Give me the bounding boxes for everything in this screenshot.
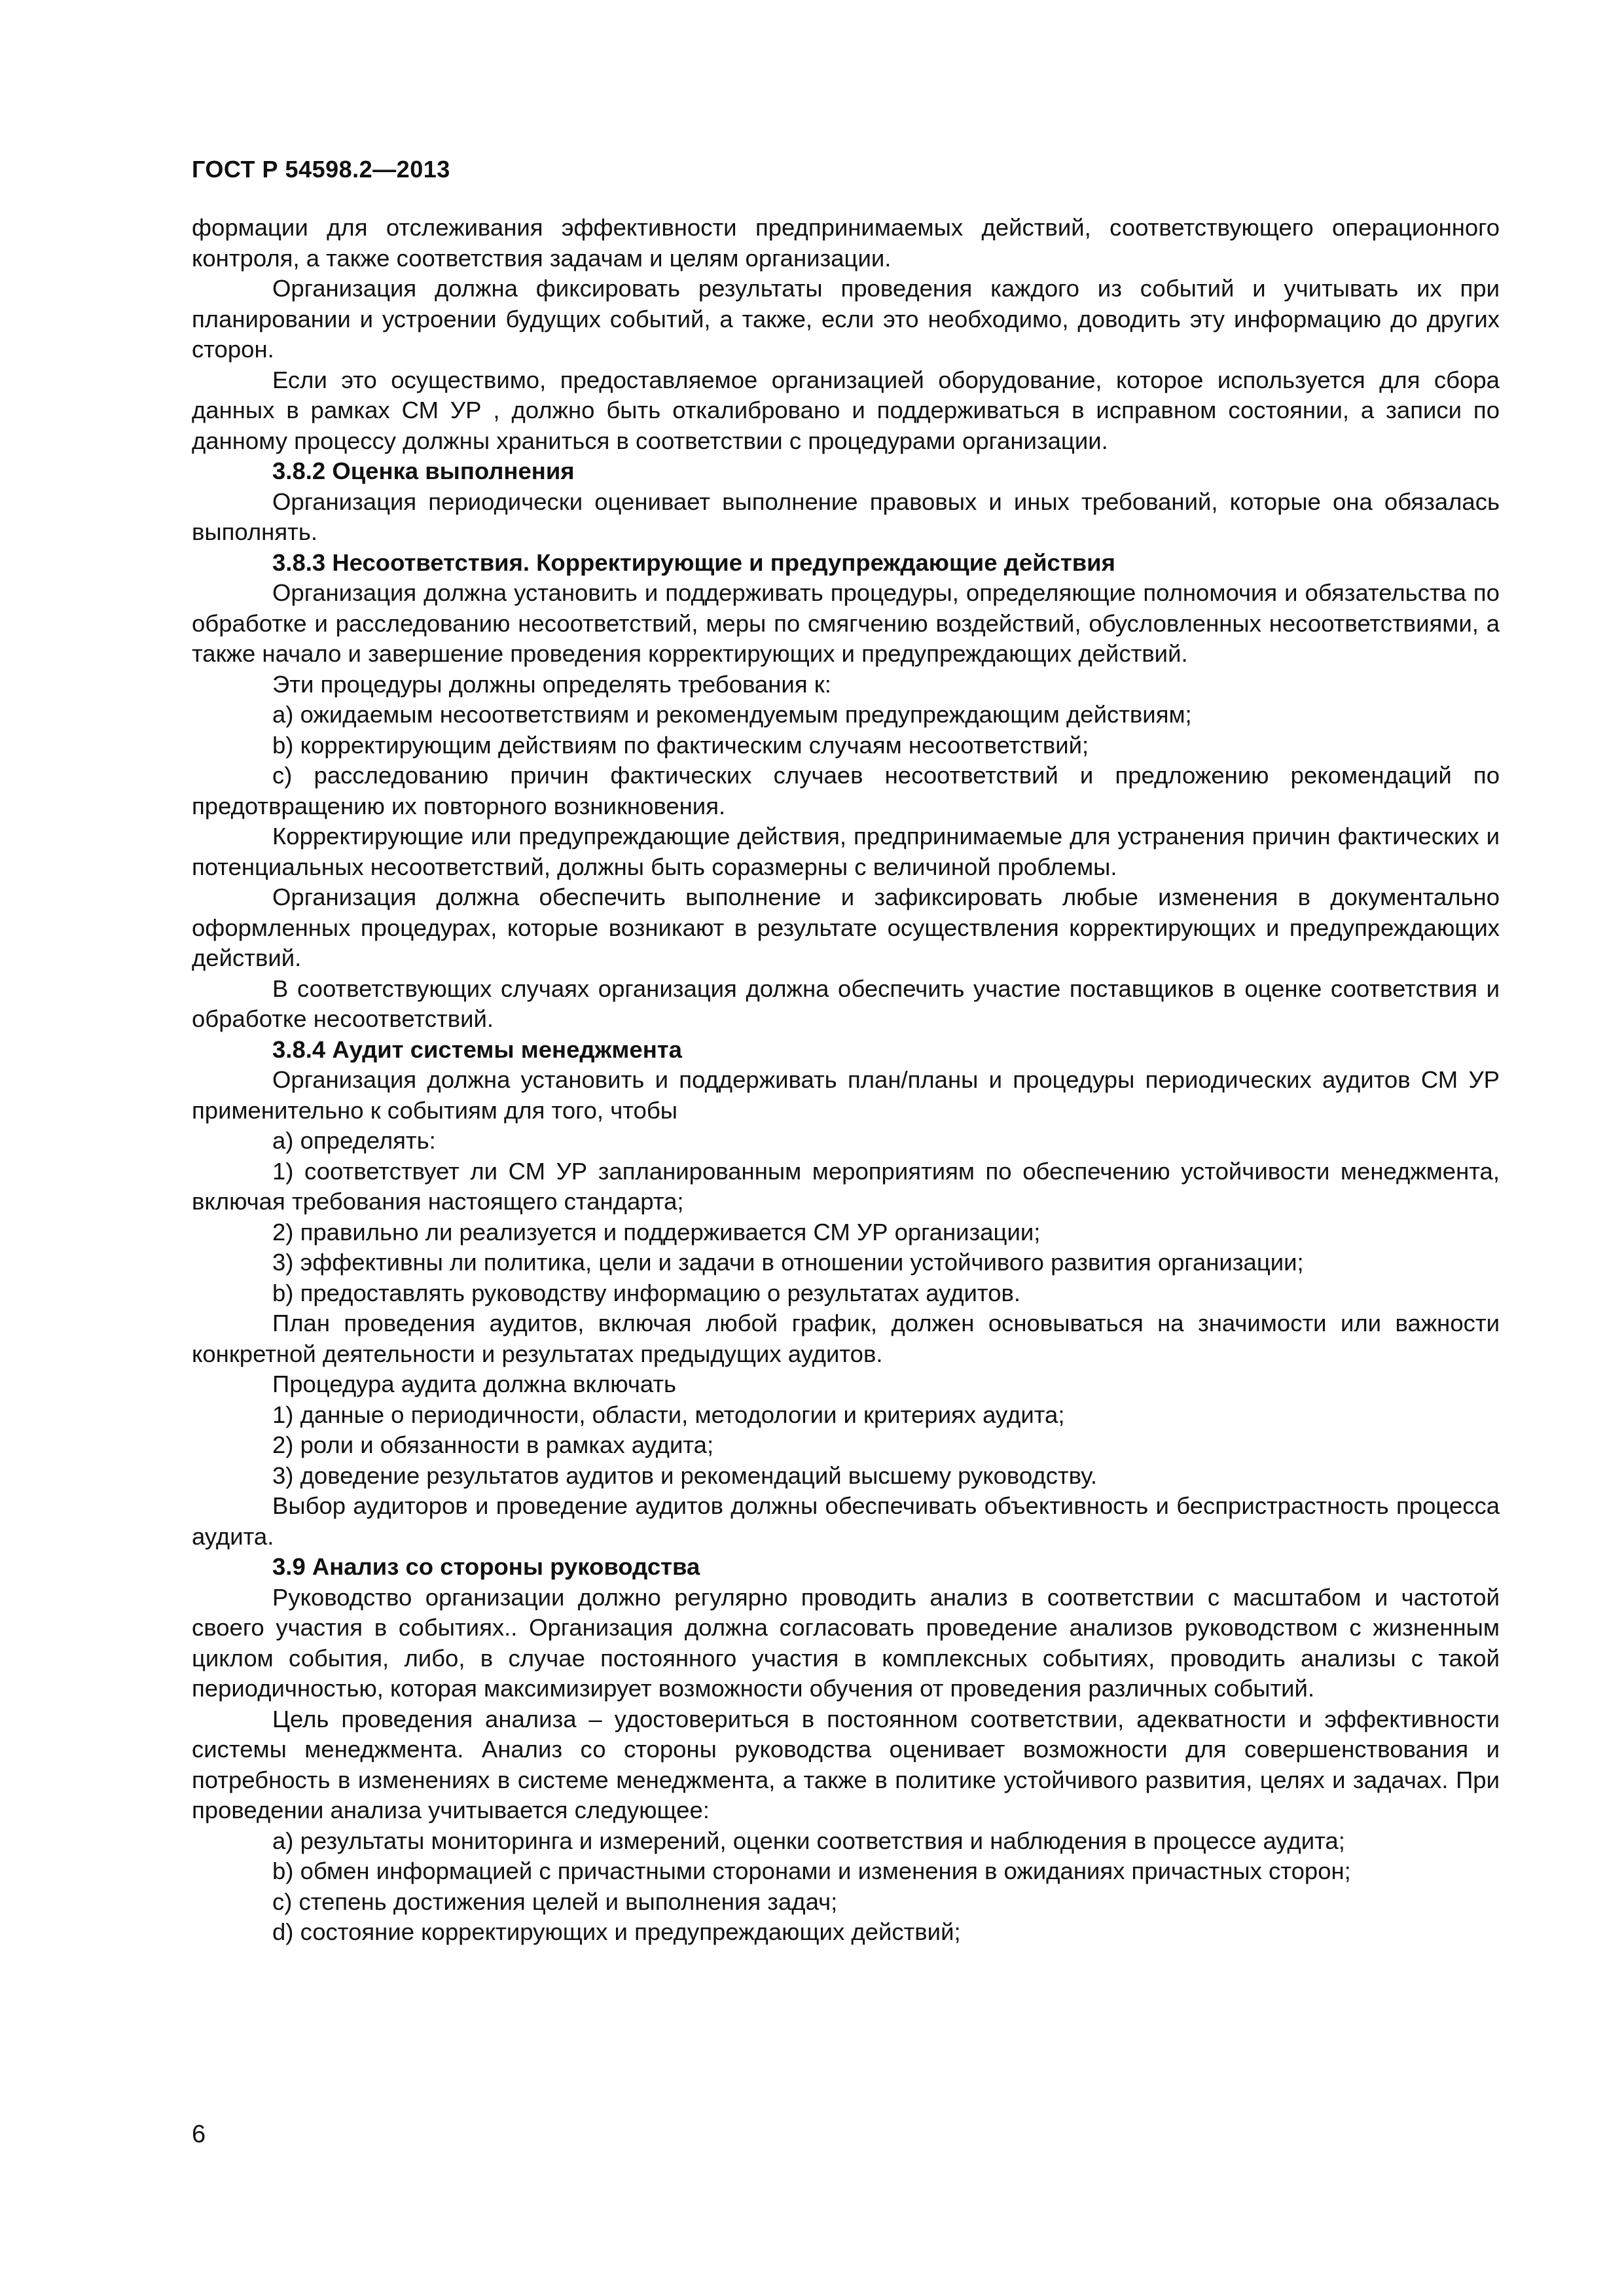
list-item: a) определять: (272, 1127, 436, 1154)
paragraph: План проведения аудитов, включая любой график, должен основываться на значимости или важности конкретной деятельности и результатах предыдущих аудитов. (192, 1310, 1500, 1367)
paragraph: Если это осуществимо, предоставляемое организацией оборудование, которое используется для сбора данных в рамках СМ УР , должно быть откалибровано и поддерживаться в исправном состоянии, а записи по данному процессу должны храниться в соответствии с процедурами организации. (192, 366, 1500, 454)
section-heading-3-8-2: 3.8.2 Оценка выполнения (272, 457, 575, 484)
list-item: c) расследованию причин фактических случаев несоответствий и предложению рекомендаций по предотвращению их повторного возникновения. (192, 762, 1500, 819)
paragraph: Организация периодически оценивает выполнение правовых и иных требований, которые она обязалась выполнять. (192, 488, 1500, 545)
list-item: 1) соответствует ли СМ УР запланированным мероприятиям по обеспечению устойчивости менеджмента, включая требования настоящего стандарта; (192, 1157, 1500, 1215)
list-item: b) предоставлять руководству информацию о результатах аудитов. (272, 1279, 1021, 1306)
paragraph: Руководство организации должно регулярно проводить анализ в соответствии с масштабом и частотой своего участия в событиях.. Организация должна согласовать проведение анализов руководством с жизненным циклом события, либо, в случае постоянного участия в комплексных событиях, проводить анализы с такой периодичностью, которая максимизирует возможности обучения от проведения различных событий. (192, 1583, 1500, 1702)
section-heading-3-9: 3.9 Анализ со стороны руководства (272, 1553, 700, 1580)
paragraph: Организация должна фиксировать результаты проведения каждого из событий и учитывать их при планировании и устроении будущих событий, а также, если это необходимо, доводить эту информацию до других сторон. (192, 275, 1500, 363)
section-heading-3-8-4: 3.8.4 Аудит системы менеджмента (272, 1035, 682, 1063)
paragraph: Эти процедуры должны определять требования к: (272, 670, 831, 698)
list-item: a) результаты мониторинга и измерений, оценки соответствия и наблюдения в процессе аудита; (272, 1827, 1345, 1854)
list-item: b) обмен информацией с причастными сторонами и изменения в ожиданиях причастных сторон; (272, 1857, 1351, 1884)
list-item: 2) правильно ли реализуется и поддерживается СМ УР организации; (272, 1218, 1041, 1246)
paragraph: Процедура аудита должна включать (272, 1371, 677, 1397)
paragraph: формации для отслеживания эффективности предпринимаемых действий, соответствующего операционного контроля, а также соответствия задачам и целям организации. (192, 214, 1500, 272)
document-body (192, 213, 1500, 1948)
list-item: a) ожидаемым несоответствиям и рекомендуемым предупреждающим действиям; (272, 701, 1192, 728)
section-heading-3-8-3: 3.8.3 Несоответствия. Корректирующие и предупреждающие действия (272, 548, 1115, 576)
list-item: 2) роли и обязанности в рамках аудита; (272, 1431, 714, 1458)
list-item: d) состояние корректирующих и предупреждающих действий; (272, 1918, 961, 1945)
paragraph: Выбор аудиторов и проведение аудитов должны обеспечивать объективность и беспристрастность процесса аудита. (192, 1492, 1500, 1550)
document-header: ГОСТ Р 54598.2—2013 (192, 156, 450, 183)
paragraph: Цель проведения анализа – удостовериться в постоянном соответствии, адекватности и эффективности системы менеджмента. Анализ со стороны руководства оценивает возможности для совершенствования и потребность в изменениях в системе менеджмента, а также в политике устойчивого развития, целях и задачах. При проведении анализа учитывается следующее: (192, 1705, 1500, 1823)
paragraph: Организация должна установить и поддерживать процедуры, определяющие полномочия и обязательства по обработке и расследованию несоответствий, меры по смягчению воздействий, обусловленных несоответствиями, а также начало и завершение проведения корректирующих и предупреждающих действий. (192, 579, 1500, 667)
paragraph: Организация должна обеспечить выполнение и зафиксировать любые изменения в документально оформленных процедурах, которые возникают в результате осуществления корректирующих и предупреждающих действий. (192, 884, 1500, 971)
paragraph: Корректирующие или предупреждающие действия, предпринимаемые для устранения причин фактических и потенциальных несоответствий, должны быть соразмерны с величиной проблемы. (192, 823, 1500, 880)
list-item: 3) доведение результатов аудитов и рекомендаций высшему руководству. (272, 1462, 1097, 1489)
paragraph: Организация должна установить и поддерживать план/планы и процедуры периодических аудитов СМ УР применительно к событиям для того, чтобы (192, 1066, 1500, 1124)
list-item: c) степень достижения целей и выполнения задач; (272, 1888, 838, 1915)
list-item: 1) данные о периодичности, области, методологии и критериях аудита; (272, 1401, 1065, 1428)
list-item: b) корректирующим действиям по фактическим случаям несоответствий; (272, 731, 1089, 759)
list-item: 3) эффективны ли политика, цели и задачи в отношении устойчивого развития организации; (272, 1249, 1304, 1276)
page-number: 6 (192, 2121, 206, 2148)
paragraph: В соответствующих случаях организация должна обеспечить участие поставщиков в оценке соответствия и обработке несоответствий. (192, 975, 1500, 1032)
